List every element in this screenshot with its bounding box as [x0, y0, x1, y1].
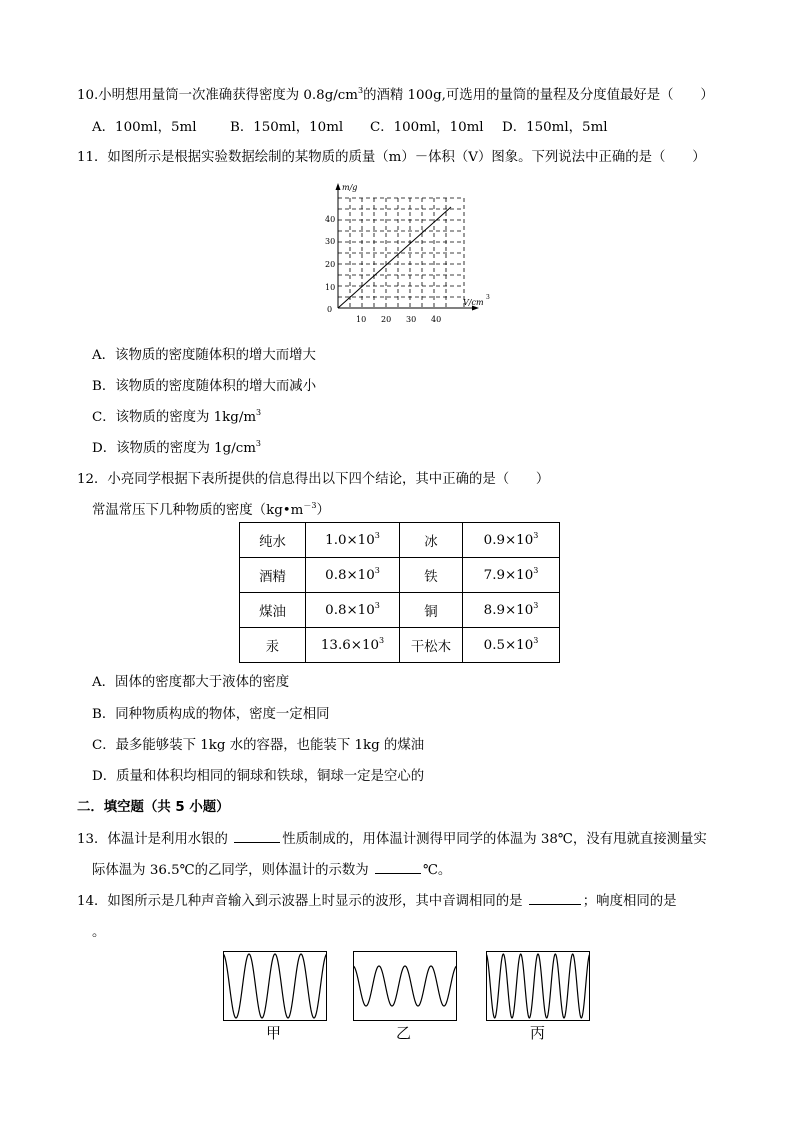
density-value: $0.9\times 10^3$ — [463, 523, 560, 558]
density-value: $0.5\times 10^3$ — [463, 628, 560, 663]
x-tick-10: 10 — [356, 315, 367, 324]
density-value: $1.0\times 10^3$ — [306, 523, 400, 558]
waveform-label-yi: 乙 — [396, 1024, 412, 1042]
x-axis-label: V/cm — [463, 298, 484, 307]
q10-stem: 10.小明想用量筒一次准确获得密度为 $0.8g/cm^3$的酒精 100g,可选用的量筒的量程及分度值最好是（ ） — [77, 86, 714, 103]
q12-option-d: D．质量和体积均相同的铜球和铁球，铜球一定是空心的 — [92, 769, 425, 784]
density-value: $13.6\times 10^3$ — [306, 628, 400, 663]
answer-blank[interactable] — [375, 861, 421, 874]
material-name: 冰 — [400, 523, 463, 558]
y-tick-10: 10 — [325, 283, 336, 292]
material-name: 纯水 — [240, 523, 306, 558]
y-tick-20: 20 — [325, 260, 336, 269]
table-row — [240, 628, 560, 663]
material-name: 酒精 — [240, 558, 306, 593]
table-row — [240, 593, 560, 628]
y-tick-40: 40 — [325, 215, 336, 224]
y-tick-0: 0 — [327, 305, 333, 314]
waveform-label-jia: 甲 — [266, 1024, 282, 1042]
q11-option-b: B．该物质的密度随体积的增大而减小 — [92, 379, 317, 394]
table-row — [240, 523, 560, 558]
q11-stem: 11．如图所示是根据实验数据绘制的某物质的质量（m）－体积（V）图象。下列说法中正确的是（ ） — [77, 150, 706, 165]
q11-option-d: D．该物质的密度为 $1g/cm^3$ — [92, 439, 262, 456]
y-axis-label: m/g — [342, 183, 358, 192]
q10-option-a: A．100ml，5ml — [92, 120, 197, 135]
q11-option-a: A．该物质的密度随体积的增大而增大 — [92, 348, 316, 363]
waveform-jia — [223, 951, 327, 1021]
material-name: 干松木 — [400, 628, 463, 663]
x-tick-30: 30 — [406, 315, 417, 324]
q14-line1: 14．如图所示是几种声音输入到示波器上时显示的波形，其中音调相同的是 ；响度相同的是 — [77, 894, 677, 909]
q14-line2: 。 — [92, 925, 106, 940]
density-value: $7.9\times 10^3$ — [463, 558, 560, 593]
q11-option-c: C．该物质的密度为 $1kg/m^3$ — [92, 408, 262, 425]
q12-option-c: C．最多能够装下 1kg 水的容器，也能装下 1kg 的煤油 — [92, 738, 425, 753]
waveform-label-bing: 丙 — [530, 1024, 546, 1042]
answer-blank[interactable] — [529, 892, 581, 905]
material-name: 汞 — [240, 628, 306, 663]
mass-volume-graph — [315, 180, 495, 325]
q10-option-c: C．100ml，10ml — [370, 120, 484, 135]
density-table — [239, 522, 560, 663]
x-axis-label-sup: 3 — [486, 294, 490, 301]
y-tick-30: 30 — [325, 237, 336, 246]
answer-blank[interactable] — [234, 830, 280, 843]
density-value: $0.8\times 10^3$ — [306, 558, 400, 593]
density-value: $0.8\times 10^3$ — [306, 593, 400, 628]
x-tick-20: 20 — [381, 315, 392, 324]
q10-option-d: D．150ml，5ml — [502, 120, 608, 135]
waveform-yi — [353, 951, 457, 1021]
material-name: 铜 — [400, 593, 463, 628]
x-tick-40: 40 — [431, 315, 442, 324]
y-axis-arrow — [336, 183, 341, 190]
waveform-bing — [486, 951, 590, 1021]
q12-option-b: B．同种物质构成的物体，密度一定相同 — [92, 707, 330, 722]
material-name: 铁 — [400, 558, 463, 593]
table-caption: 常温常压下几种物质的密度$(kg•m^{-3})$ — [92, 501, 330, 518]
q13-line2: 际体温为 36.5℃的乙同学，则体温计的示数为 ℃。 — [92, 863, 452, 878]
material-name: 煤油 — [240, 593, 306, 628]
table-row — [240, 558, 560, 593]
density-value: $8.9\times 10^3$ — [463, 593, 560, 628]
q13-line1: 13．体温计是利用水银的 性质制成的，用体温计测得甲同学的体温为 38℃，没有甩就直接测量实 — [77, 832, 707, 847]
q12-option-a: A．固体的密度都大于液体的密度 — [92, 675, 290, 690]
section-heading: 二．填空题（共 5 小题） — [77, 800, 230, 815]
q12-stem: 12．小亮同学根据下表所提供的信息得出以下四个结论，其中正确的是（ ） — [77, 472, 550, 487]
q10-option-b: B．150ml，10ml — [230, 120, 344, 135]
